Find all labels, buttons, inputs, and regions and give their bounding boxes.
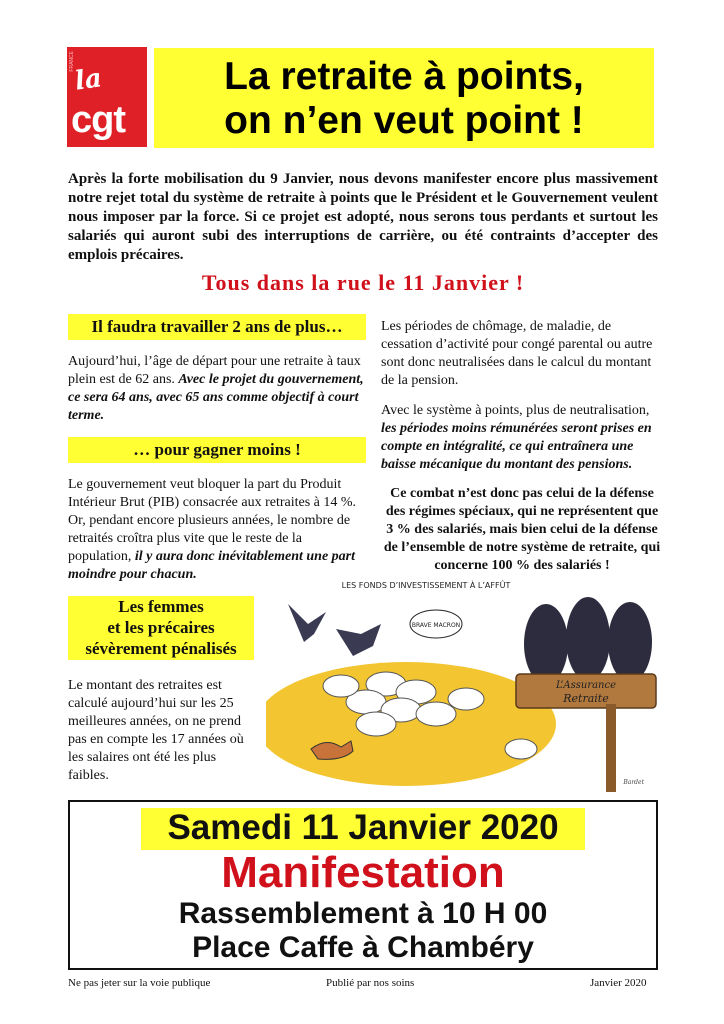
footer-right: Janvier 2020 [590,977,647,989]
paragraph-25-years: Le montant des retraites est calculé aujourd’hui sur les 25 meilleures années, on ne prend pas en compte les 17 années où les salaires ont été les plus faibles. [68,678,244,783]
paragraph-pib-emphasis: il y aura donc inévitablement une part moindre pour chacun. [68,549,356,582]
intro-paragraph: Après la forte mobilisation du 9 Janvier, nous devons manifester encore plus massivement notre rejet total du système de retraite à points que le Président et le Gouvernement veulent nous imposer par la force. Si ce projet est adopté, nous serons tous perdants et surtout les salariés qui auront subi des interruptions de carrière, ou été contraints d’accepter des emplois précaires. [68,171,658,263]
title-line-2: on n’en veut point ! [224,99,584,142]
vulture-flying-2 [336,624,381,656]
paragraph-retirement-age [68,353,364,425]
paragraph-pib-text: Le gouvernement veut bloquer la part du Produit Intérieur Brut (PIB) consacrée aux retraites à 14 %. Or, pendant encore plusieurs années, le nombre de retraités croîtra plus vite que le reste de la population, [68,477,357,564]
paragraph-fight-statement: Ce combat n’est donc pas celui de la défense des régimes spéciaux, qui ne représentent que 3 % des salariés, mais bien celui de la défense de l’ensemble de notre système de retraite, qui concerne 100 % des salariés ! [383,486,661,573]
vulture-perched-1 [524,604,568,684]
logo-word-la: la [73,63,104,97]
vulture-flying-1 [288,604,326,642]
paragraph-retirement-age-text: Aujourd’hui, l’âge de départ pour une retraite à taux plein est de 62 ans. [68,354,361,387]
heading-work-longer: Il faudra travailler 2 ans de plus… [68,314,366,340]
event-time: Rassemblement à 10 H 00 [178,897,548,930]
paragraph-points-system-emphasis: les périodes moins rémunérées seront prises en compte en intégralité, ce qui entraînera une baisse mécanique du montant des pensions. [381,421,652,472]
heading-women-line-1: Les femmes [118,597,204,616]
cartoon-caption: LES FONDS D’INVESTISSEMENT À L’AFFÛT [341,581,511,590]
cartoon-illustration [266,574,664,792]
logo-word-cgt: cgt [71,99,125,141]
event-place: Place Caffe à Chambéry [192,931,534,964]
cartoon-signature: Bardet [623,779,644,786]
event-title: Manifestation [221,848,505,897]
signpost-pole [606,704,616,792]
heading-women-line-3: sévèrement pénalisés [85,639,237,658]
vulture-perched-2 [566,597,610,681]
paragraph-retirement-age-emphasis: Avec le projet du gouvernement, ce sera 64 ans, avec 65 ans comme objectif à court terme. [68,372,364,423]
speech-bubble-text: BRAVE MACRON [411,622,461,629]
slogan: Tous dans la rue le 11 Janvier ! [201,270,525,295]
paragraph-points-system-text: Avec le système à points, plus de neutralisation, [381,403,650,418]
logo-vertical-text: FRANCE [69,51,75,72]
cgt-logo [67,47,147,147]
footer-center: Publié par nos soins [326,977,415,989]
title-line-1: La retraite à points, [224,55,584,98]
paragraph-points-system [381,402,663,474]
event-date: Samedi 11 Janvier 2020 [167,808,559,847]
page-title [154,55,654,143]
paragraph-neutralised-periods: Les périodes de chômage, de maladie, de cessation d’activité pour congé parental ou autre sont donc neutralisées dans le calcul du montant de la pension. [381,319,653,388]
sign-text-1: L’Assurance [555,680,617,691]
heading-women-line-2: et les précaires [107,618,215,637]
heading-women-precarious [68,596,254,660]
vulture-perched-3 [608,602,652,682]
sign-text-2: Retraite [563,692,609,705]
paragraph-pib [68,476,364,584]
footer-left: Ne pas jeter sur la voie publique [68,977,211,989]
heading-earn-less: … pour gagner moins ! [68,437,366,463]
